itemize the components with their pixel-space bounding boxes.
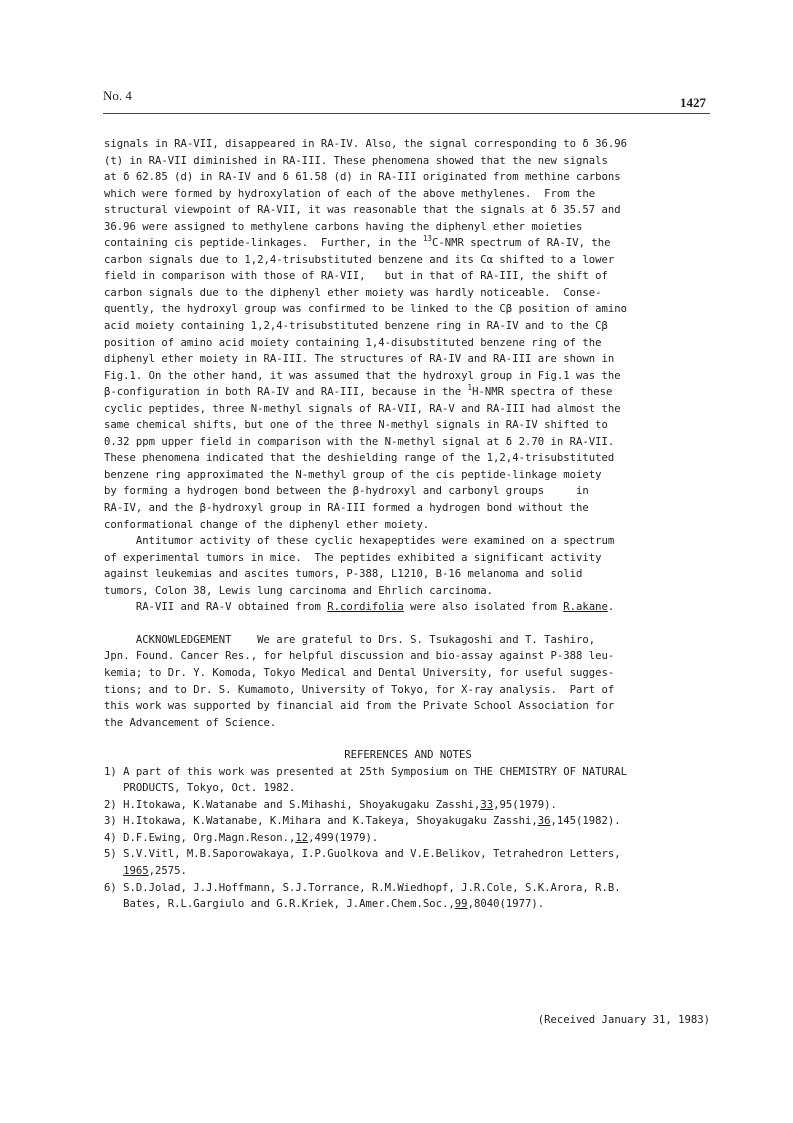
text-line: field in comparison with those of RA-VII, but in that of RA-III, the shift of xyxy=(104,270,608,283)
text-line: Fig.1. On the other hand, it was assumed that the hydroxyl group in Fig.1 was the xyxy=(104,369,621,382)
text-segment: 2) H.Itokawa, K.Watanabe and S.Mihashi, Shoyakugaku Zasshi, xyxy=(104,798,481,811)
text-line: structural viewpoint of RA-VII, it was reasonable that the signals at δ 35.57 and xyxy=(104,204,621,217)
reference-item: 1) A part of this work was presented at 25th Symposium on THE CHEMISTRY OF NATURAL xyxy=(104,765,627,778)
text-line: 0.32 ppm upper field in comparison with the N-methyl signal at δ 2.70 in RA-VII. xyxy=(104,435,615,448)
text-line: cyclic peptides, three N-methyl signals of RA-VII, RA-V and RA-III had almost the xyxy=(104,402,621,415)
species-name: R.cordifolia xyxy=(327,601,404,614)
text-segment: Bates, R.L.Gargiulo and G.R.Kriek, J.Amer.Chem.Soc., xyxy=(104,898,455,911)
text-line: RA-IV, and the β-hydroxyl group in RA-III formed a hydrogen bond without the xyxy=(104,502,589,515)
text-segment: containing cis peptide-linkages. Further, in the xyxy=(104,237,423,250)
acknowledgement-section xyxy=(104,632,712,731)
journal-issue: No. 4 xyxy=(103,88,132,103)
reference-item xyxy=(104,813,712,830)
text-line: of experimental tumors in mice. The peptides exhibited a significant activity xyxy=(104,551,602,564)
text-line: Jpn. Found. Cancer Res., for helpful discussion and bio-assay against P-388 leu- xyxy=(104,650,615,663)
reference-item xyxy=(104,896,712,913)
volume-number: 99 xyxy=(454,898,468,911)
text-line: this work was supported by financial aid from the Private School Association for xyxy=(104,700,615,713)
text-segment: ,145(1982). xyxy=(550,815,621,828)
text-line: benzene ring approximated the N-methyl group of the cis peptide-linkage moiety xyxy=(104,468,602,481)
superscript: 13 xyxy=(422,233,432,243)
text-line: position of amino acid moiety containing 1,4-disubstituted benzene ring of the xyxy=(104,336,602,349)
text-line: by forming a hydrogen bond between the β-hydroxyl and carbonyl groups in xyxy=(104,485,589,498)
received-date: (Received January 31, 1983) xyxy=(537,1014,710,1026)
text-line: ACKNOWLEDGEMENT We are grateful to Drs. S. Tsukagoshi and T. Tashiro, xyxy=(104,633,596,646)
article-body xyxy=(104,136,712,913)
reference-item xyxy=(104,830,712,847)
text-line: acid moiety containing 1,2,4-trisubstituted benzene ring in RA-IV and to the Cβ xyxy=(104,320,608,333)
text-line: 36.96 were assigned to methylene carbons having the diphenyl ether moieties xyxy=(104,220,583,233)
reference-item: 5) S.V.Vitl, M.B.Saporowakaya, I.P.Guolkova and V.E.Belikov, Tetrahedron Letters, xyxy=(104,848,621,861)
volume-number: 12 xyxy=(295,831,309,844)
text-segment: C-NMR spectrum of RA-IV, the xyxy=(431,237,611,250)
text-line: conformational change of the diphenyl ether moiety. xyxy=(104,518,430,531)
reference-item xyxy=(104,863,712,880)
text-line: These phenomena indicated that the deshielding range of the 1,2,4-trisubstituted xyxy=(104,452,615,465)
text-segment: . xyxy=(607,601,615,614)
paragraph-antitumor xyxy=(104,533,712,599)
text-line: same chemical shifts, but one of the three N-methyl signals in RA-IV shifted to xyxy=(104,419,608,432)
text-segment: ,8040(1977). xyxy=(467,898,545,911)
page-number: 1427 xyxy=(680,95,706,110)
text-line: (t) in RA-VII diminished in RA-III. These phenomena showed that the new signals xyxy=(104,154,608,167)
text-segment: 3) H.Itokawa, K.Watanabe, K.Mihara and K.Takeya, Shoyakugaku Zasshi, xyxy=(104,815,538,828)
text-segment: ,95(1979). xyxy=(493,798,557,811)
text-segment xyxy=(104,865,123,877)
references-list xyxy=(104,764,712,913)
text-segment: β-configuration in both RA-IV and RA-III, because in the xyxy=(104,386,468,399)
text-line: tumors, Colon 38, Lewis lung carcinoma and Ehrlich carcinoma. xyxy=(104,584,494,597)
text-segment: H-NMR spectra of these xyxy=(472,386,613,399)
text-segment: were also isolated from xyxy=(403,601,564,614)
reference-item: PRODUCTS, Tokyo, Oct. 1982. xyxy=(104,782,296,795)
text-line xyxy=(104,235,712,252)
volume-number: 33 xyxy=(480,798,494,811)
references-title: REFERENCES AND NOTES xyxy=(344,749,472,762)
text-segment: RA-VII and RA-V obtained from xyxy=(104,601,328,614)
text-line: Antitumor activity of these cyclic hexapeptides were examined on a spectrum xyxy=(104,535,615,548)
volume-number: 1965 xyxy=(123,864,149,877)
species-name: R.akane xyxy=(563,601,608,614)
text-line: at δ 62.85 (d) in RA-IV and δ 61.58 (d) in RA-III originated from methine carbons xyxy=(104,171,621,184)
text-segment: ,2575. xyxy=(148,864,187,877)
text-line: carbon signals due to 1,2,4-trisubstituted benzene and its Cα shifted to a lower xyxy=(104,253,615,266)
text-segment: 4) D.F.Ewing, Org.Magn.Reson., xyxy=(104,831,296,844)
header-rule xyxy=(103,113,710,114)
superscript: 1 xyxy=(467,382,473,392)
text-line: which were formed by hydroxylation of each of the above methylenes. From the xyxy=(104,187,596,200)
text-line: against leukemias and ascites tumors, P-388, L1210, B-16 melanoma and solid xyxy=(104,568,583,581)
text-line: the Advancement of Science. xyxy=(104,716,277,729)
volume-number: 36 xyxy=(537,815,551,828)
paragraph-isolation xyxy=(104,599,712,616)
spacer xyxy=(104,731,712,747)
text-line: quently, the hydroxyl group was confirmed to be linked to the Cβ position of amino xyxy=(104,303,627,316)
reference-item xyxy=(104,797,712,814)
text-segment: ,499(1979). xyxy=(308,831,379,844)
text-line xyxy=(104,384,712,401)
spacer xyxy=(104,616,712,632)
text-line: carbon signals due to the diphenyl ether moiety was hardly noticeable. Conse- xyxy=(104,286,602,299)
text-line: tions; and to Dr. S. Kumamoto, University of Tokyo, for X-ray analysis. Part of xyxy=(104,683,615,696)
paragraph-nmr-discussion xyxy=(104,136,712,533)
text-line: signals in RA-VII, disappeared in RA-IV. Also, the signal corresponding to δ 36.96 xyxy=(104,138,627,150)
text-line: diphenyl ether moiety in RA-III. The structures of RA-IV and RA-III are shown in xyxy=(104,353,615,366)
reference-item: 6) S.D.Jolad, J.J.Hoffmann, S.J.Torrance, R.M.Wiedhopf, J.R.Cole, S.K.Arora, R.B. xyxy=(104,881,621,894)
text-line: kemia; to Dr. Y. Komoda, Tokyo Medical and Dental University, for useful sugges- xyxy=(104,666,615,679)
